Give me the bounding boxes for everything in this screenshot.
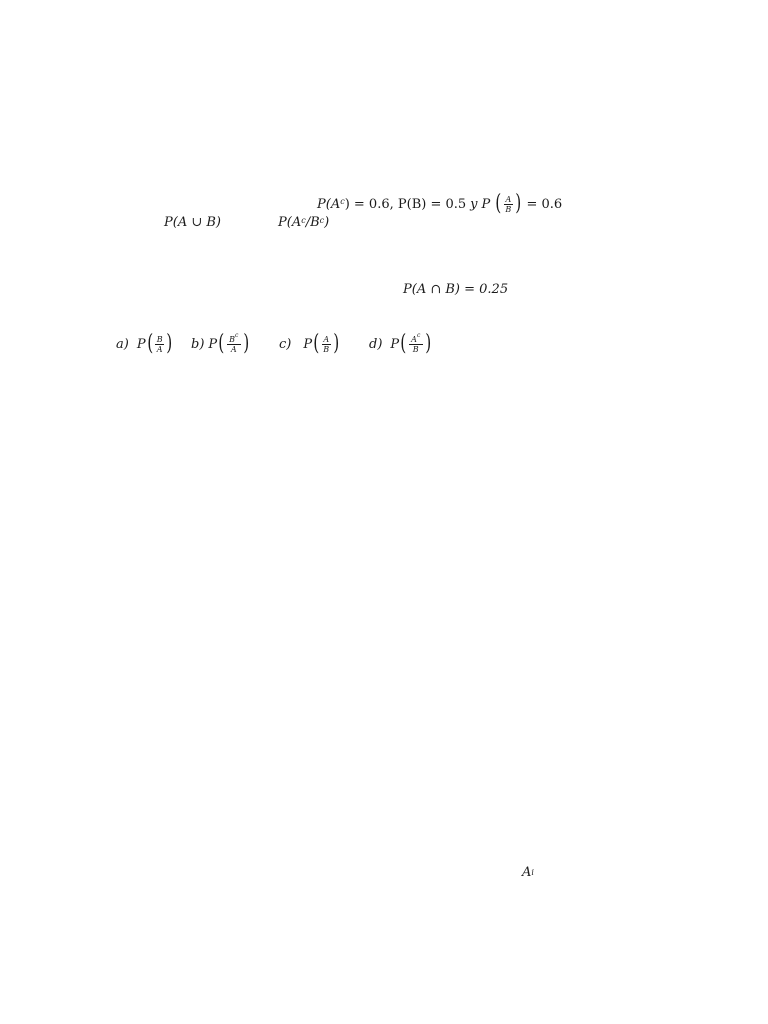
option-b-num-sup: c — [235, 331, 239, 339]
given-pac-lhs: P(A — [317, 196, 341, 212]
option-c-den: B — [323, 344, 330, 354]
comp-lhs: P(A — [278, 215, 302, 230]
option-a-den: A — [156, 344, 163, 354]
option-d-p: P — [390, 336, 400, 352]
open-paren: ( — [495, 191, 502, 216]
given-fraction — [504, 195, 513, 214]
option-d: d) P ( $\frac{A^c}{B}$ ) — [369, 331, 432, 356]
given-p: P — [481, 196, 491, 212]
given-pac-rhs: ) = 0.6, P(B) = 0.5 — [344, 196, 467, 212]
option-c: c) P ( $\frac{A}{B}$ ) — [279, 331, 340, 356]
option-c-fraction — [322, 335, 331, 354]
option-a-p: P — [136, 336, 146, 352]
complement-conditional: P(A $^c$ /B $^c$ ) — [278, 215, 330, 230]
close-paren: ) — [515, 191, 522, 216]
option-c-label: c) — [279, 336, 292, 352]
option-b-den: A — [230, 344, 237, 354]
option-d-fraction — [409, 331, 423, 354]
comp-rhs: ) — [324, 215, 330, 230]
given-frac-den: B — [505, 204, 512, 214]
given-equals: = 0.6 — [526, 196, 563, 212]
footer-symbol: A i — [522, 865, 534, 880]
option-d-num-sup: c — [416, 331, 421, 339]
given-y: y — [470, 196, 478, 212]
footer-symbol-base: A — [522, 865, 532, 880]
comp-mid: /B — [305, 215, 320, 230]
option-d-label: d) — [369, 336, 383, 352]
option-a-num: B — [156, 334, 163, 344]
union-expression — [164, 216, 221, 229]
given-probabilities: P(A $^c$ ) = 0.6, P(B) = 0.5 y P ( $\frac{A}{B}$ ) = 0.6 — [317, 191, 563, 216]
option-b: b) P ( $\frac{B^c}{A}$ ) — [191, 331, 250, 356]
option-d-num: A — [411, 334, 417, 344]
option-b-num: B — [229, 334, 235, 344]
option-b-p: P — [208, 336, 218, 352]
given-frac-num: A — [505, 194, 512, 204]
option-b-label: b) — [191, 336, 205, 352]
option-a: a) P ( $\frac{B}{A}$ ) — [116, 331, 173, 356]
option-a-fraction — [155, 335, 164, 354]
intersection-text: P(A ∩ B) = 0.25 — [403, 282, 509, 297]
intersection-expression — [403, 283, 508, 296]
option-a-label: a) — [116, 336, 129, 352]
option-c-num: A — [323, 334, 330, 344]
option-b-fraction — [227, 331, 241, 354]
union-text: P(A ∪ B) — [164, 215, 221, 230]
option-c-p: P — [303, 336, 313, 352]
option-d-den: B — [412, 344, 419, 354]
